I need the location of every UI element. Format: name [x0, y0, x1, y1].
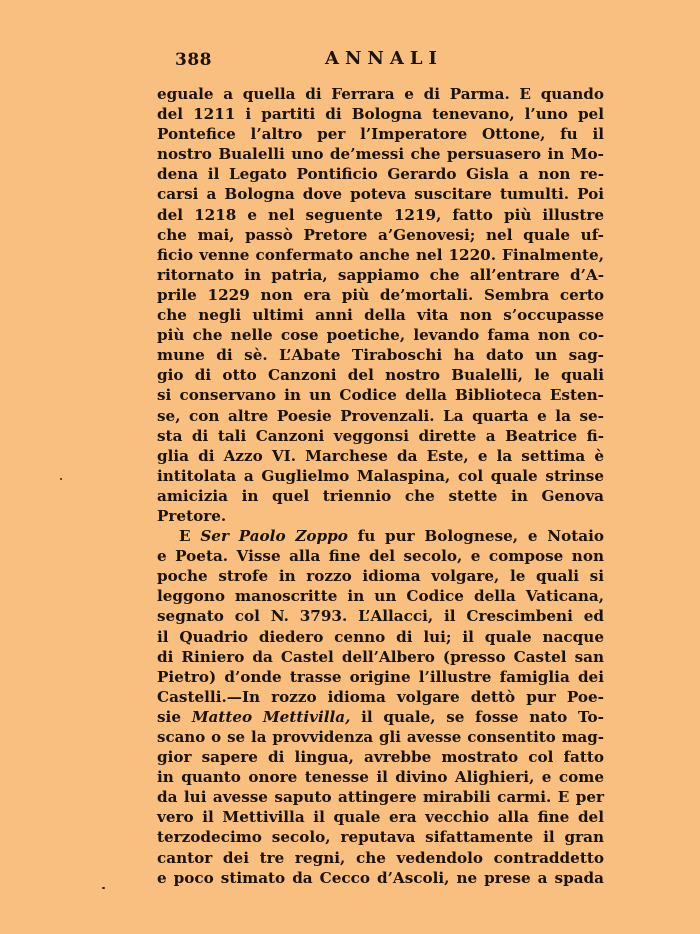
text-line: cantor dei tre regni, che vedendolo contraddetto — [157, 848, 604, 867]
text-line: carsi a Bologna dove poteva suscitare tumulti. Poi — [157, 185, 604, 204]
text-line: mune di sè. L’Abate Tiraboschi ha dato un sag- — [157, 346, 604, 365]
text-line: sta di tali Canzoni veggonsi dirette a Beatrice fi- — [157, 426, 604, 445]
body-text — [157, 84, 604, 888]
print-speck — [60, 478, 62, 480]
text-line: intitolata a Guglielmo Malaspina, col quale strinse — [157, 466, 604, 485]
text-line: gio di otto Canzoni del nostro Bualelli, le quali — [157, 366, 604, 385]
text-line: leggono manoscritte in un Codice della Vaticana, — [157, 587, 604, 606]
text-line: che negli ultimi anni della vita non s’occupasse — [157, 306, 604, 325]
text-line: segnato col N. 3793. L’Allacci, il Crescimbeni ed — [157, 607, 604, 626]
text-line — [157, 526, 604, 546]
text-line: gior sapere di lingua, avrebbe mostrato col fatto — [157, 748, 604, 767]
text-line: ficio venne confermato anche nel 1220. Finalmente, — [157, 245, 604, 264]
text-line: poche strofe in rozzo idioma volgare, le quali si — [157, 567, 604, 586]
text-line: Castelli.—In rozzo idioma volgare dettò pur Poe- — [157, 687, 604, 706]
text-segment: sie — [157, 707, 192, 726]
text-line: ritornato in patria, sappiamo che all’entrare d’A- — [157, 265, 604, 284]
text-line: eguale a quella di Ferrara e di Parma. E quando — [157, 85, 604, 103]
text-line: prile 1229 non era più de’mortali. Sembra certo — [157, 285, 604, 304]
text-line: in quanto onore tenesse il divino Alighieri, e come — [157, 768, 604, 787]
text-line: dena il Legato Pontificio Gerardo Gisla a non re- — [157, 165, 604, 184]
text-line: si conservano in un Codice della Biblioteca Esten- — [157, 386, 604, 405]
text-line: Pietro) d’onde trasse origine l’illustre famiglia dei — [157, 667, 604, 686]
text-segment: fu pur Bolognese, e Notaio — [347, 527, 604, 546]
text-line: di Riniero da Castel dell’Albero (presso Castel san — [157, 647, 604, 666]
text-segment: il quale, se fosse nato To- — [350, 707, 604, 726]
text-line: del 1218 e nel seguente 1219, fatto più illustre — [157, 205, 604, 224]
italic-name: Matteo Mettivilla, — [191, 707, 351, 726]
page-header — [0, 44, 700, 74]
italic-name: Ser Paolo Zoppo — [200, 527, 348, 546]
text-line: da lui avesse saputo attingere mirabili carmi. E per — [157, 788, 604, 807]
text-line: scano o se la provvidenza gli avesse consentito mag- — [157, 728, 604, 746]
text-line: Pontefice l’altro per l’Imperatore Ottone, fu il — [157, 125, 604, 144]
text-line: glia di Azzo VI. Marchese da Este, e la settima è — [157, 446, 604, 465]
text-line: che mai, passò Pretore a’Genovesi; nel quale uf- — [157, 225, 604, 244]
text-line — [157, 707, 604, 727]
text-line: e Poeta. Visse alla fine del secolo, e compose non — [157, 547, 604, 566]
running-title: ANNALI — [325, 48, 443, 69]
text-line: il Quadrio diedero cenno di lui; il quale nacque — [157, 627, 604, 646]
text-line: se, con altre Poesie Provenzali. La quarta e la se- — [157, 406, 604, 425]
print-speck — [102, 887, 105, 889]
text-line: vero il Mettivilla il quale era vecchio alla fine del — [157, 808, 604, 827]
text-line: del 1211 i partiti di Bologna tenevano, l’uno pel — [157, 105, 604, 124]
text-line: nostro Bualelli uno de’messi che persuasero in Mo- — [157, 145, 604, 164]
text-line: amicizia in quel triennio che stette in Genova — [157, 486, 604, 505]
text-segment: E — [179, 527, 201, 546]
text-line: più che nelle cose poetiche, levando fama non co- — [157, 326, 604, 345]
text-line: e poco stimato da Cecco d’Ascoli, ne prese a spada — [157, 868, 604, 887]
page-number: 388 — [175, 50, 212, 70]
text-line: Pretore. — [157, 506, 227, 525]
text-line: terzodecimo secolo, reputava sifattamente il gran — [157, 828, 604, 847]
